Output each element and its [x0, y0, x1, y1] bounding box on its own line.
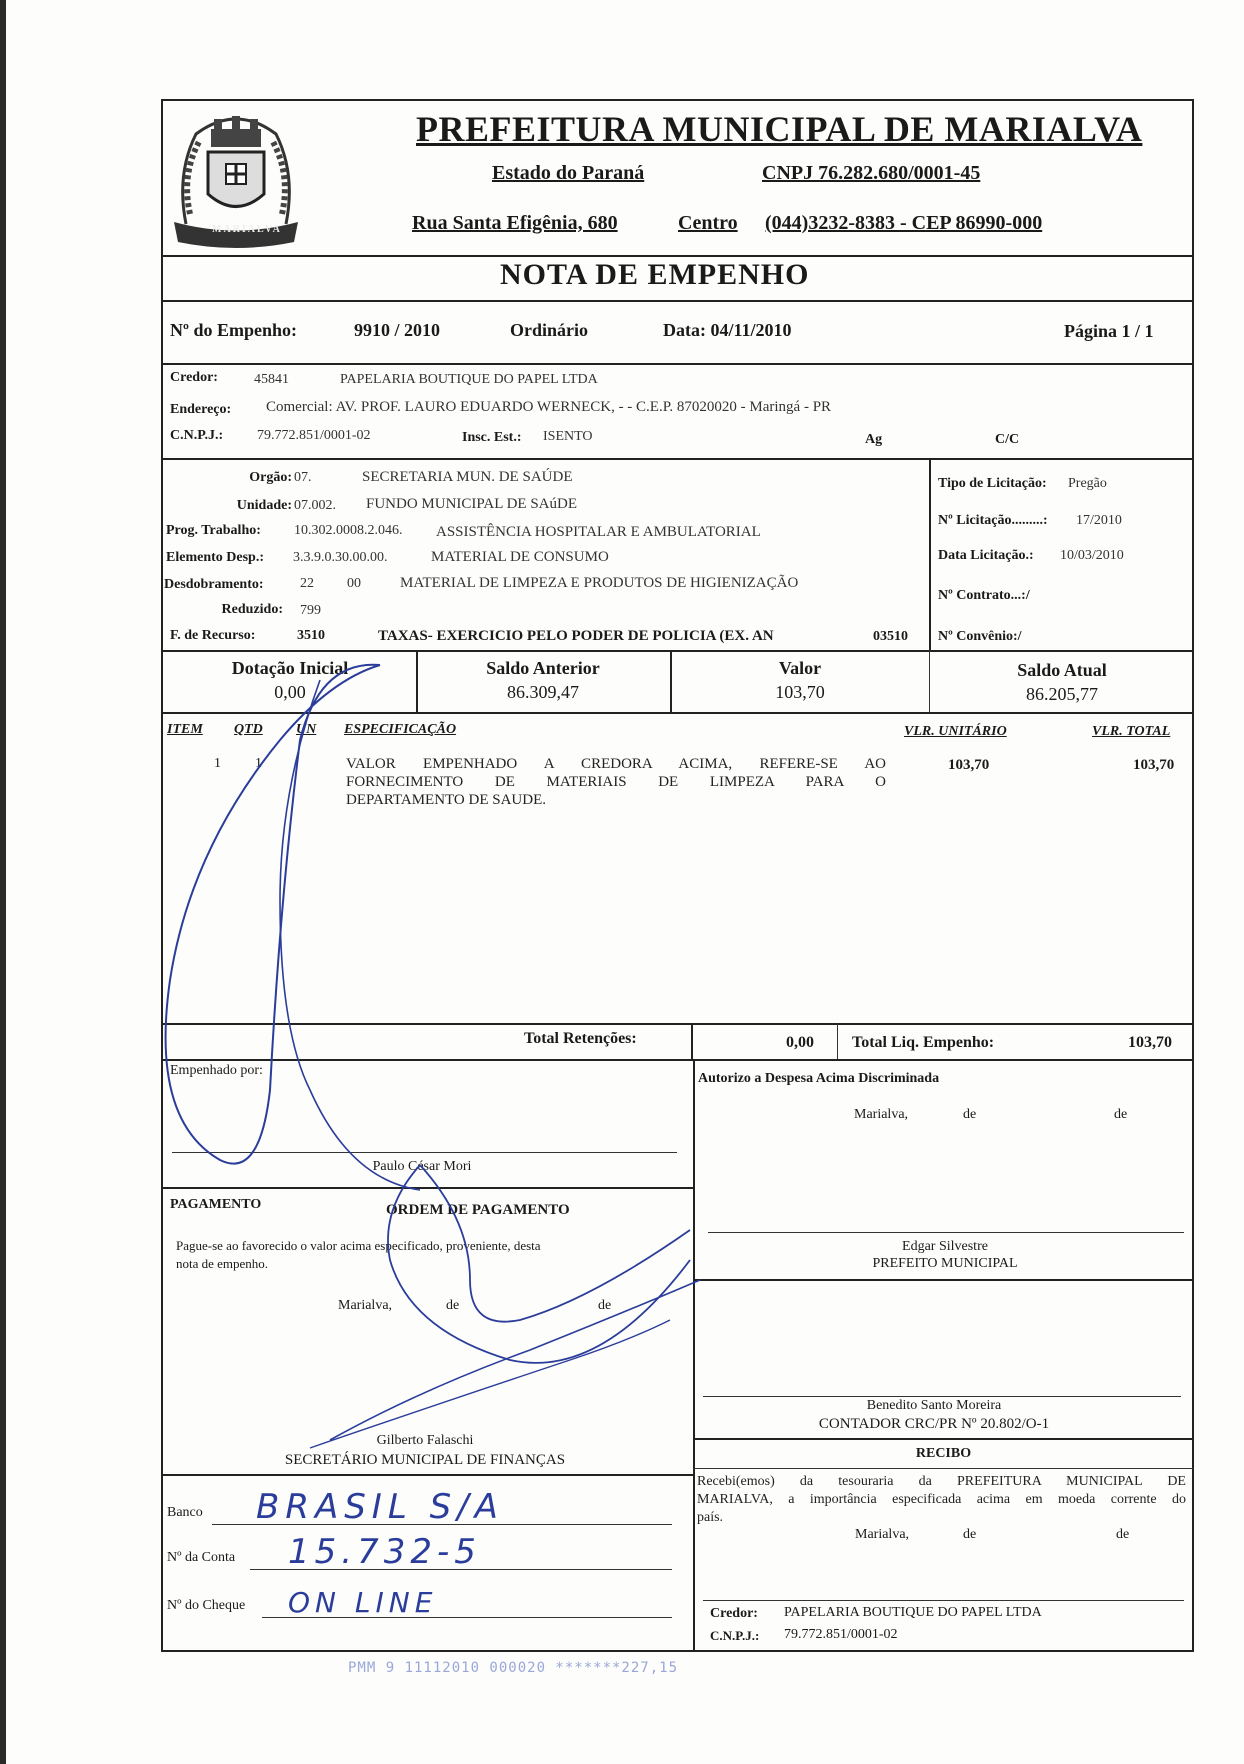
header-street: Rua Santa Efigênia, 680 — [412, 212, 618, 234]
cheque-label: Nº do Cheque — [167, 1598, 246, 1613]
signature-line — [172, 1152, 677, 1153]
divider — [693, 1059, 695, 1652]
divider — [693, 1279, 1194, 1281]
elemento-label: Elemento Desp.: — [166, 550, 264, 565]
liquido-value: 103,70 — [1128, 1034, 1172, 1051]
empenhado-signer: Paulo César Mori — [372, 1159, 472, 1174]
prog-code: 10.302.0008.2.046. — [294, 523, 403, 538]
saldo-atual-value: 86.205,77 — [1026, 684, 1098, 704]
empenho-type: Ordinário — [510, 320, 589, 340]
tipo-licitacao-value: Pregão — [1068, 476, 1107, 491]
divider — [691, 1023, 693, 1059]
item-unit-value: 103,70 — [948, 757, 990, 773]
cheque-handwritten: ON LINE — [288, 1586, 438, 1619]
saldo-anterior-value: 86.309,47 — [507, 682, 579, 702]
banco-handwritten: BRASIL S/A — [256, 1487, 504, 1527]
valor-value: 103,70 — [775, 682, 825, 702]
unidade-value: FUNDO MUNICIPAL DE SAúDE — [366, 496, 577, 512]
secretario-name: Gilberto Falaschi — [376, 1433, 474, 1448]
pagamento-label: PAGAMENTO — [170, 1197, 262, 1212]
elemento-code: 3.3.9.0.30.00.00. — [293, 550, 388, 565]
header-district: Centro — [678, 212, 738, 234]
recibo-cnpj-label: C.N.P.J.: — [710, 1628, 760, 1643]
orgao-value: SECRETARIA MUN. DE SAÚDE — [362, 469, 573, 485]
divider — [161, 458, 1194, 460]
licitacao-date-value: 10/03/2010 — [1060, 548, 1124, 563]
empenhado-label: Empenhado por: — [170, 1063, 263, 1078]
cnpj-label: C.N.P.J.: — [170, 428, 224, 443]
reduzido-value: 799 — [300, 603, 321, 618]
conta-label: Nº da Conta — [167, 1550, 236, 1565]
pagamento-de1: de — [446, 1298, 460, 1313]
liquido-label: Total Liq. Empenho: — [852, 1034, 995, 1051]
recibo-credor-value: PAPELARIA BOUTIQUE DO PAPEL LTDA — [784, 1605, 1042, 1620]
header-cnpj: CNPJ 76.282.680/0001-45 — [762, 162, 981, 184]
divider — [161, 1059, 1194, 1061]
autorizo-label: Autorizo a Despesa Acima Discriminada — [698, 1071, 940, 1086]
insc-value: ISENTO — [543, 429, 593, 444]
convenio-label: Nº Convênio:/ — [938, 629, 1022, 644]
pagamento-de2: de — [598, 1298, 612, 1313]
orgao-label: Orgão: — [249, 470, 292, 485]
recibo-label: RECIBO — [915, 1446, 972, 1461]
col-header-item: ITEM — [167, 722, 203, 737]
cc-label: C/C — [995, 432, 1020, 447]
prefeito-role: PREFEITO MUNICIPAL — [872, 1256, 1018, 1271]
retencoes-value: 0,00 — [786, 1034, 814, 1051]
divider — [161, 255, 1194, 257]
col-header-total-value: VLR. TOTAL — [1092, 724, 1171, 739]
recurso-value: TAXAS- EXERCICIO PELO PODER DE POLICIA (EX. AN — [378, 628, 774, 644]
page-edge — [0, 0, 6, 1764]
dotacao-label: Dotação Inicial — [231, 658, 349, 678]
signature-line — [708, 1232, 1184, 1233]
divider — [161, 650, 1194, 652]
insc-label: Insc. Est.: — [462, 430, 522, 445]
cnpj-value: 79.772.851/0001-02 — [257, 428, 371, 443]
prog-label: Prog. Trabalho: — [166, 523, 261, 538]
recibo-city: Marialva, — [855, 1527, 910, 1542]
recurso-code2: 03510 — [873, 629, 908, 644]
reduzido-label: Reduzido: — [221, 602, 283, 617]
saldo-atual-label: Saldo Atual — [1017, 660, 1107, 680]
recibo-text-line: MARIALVA, a importância especificada acima em moeda corrente do — [697, 1492, 1186, 1507]
empenho-date: Data: 04/11/2010 — [663, 320, 792, 340]
divider — [161, 1023, 1194, 1025]
prefeito-name: Edgar Silvestre — [902, 1239, 988, 1254]
signature-line — [703, 1600, 1184, 1601]
divider — [693, 1438, 1194, 1440]
divider — [929, 650, 930, 712]
contador-name: Benedito Santo Moreira — [866, 1398, 1002, 1413]
header-state: Estado do Paraná — [492, 162, 645, 184]
elemento-value: MATERIAL DE CONSUMO — [431, 549, 609, 565]
page-title: PREFEITURA MUNICIPAL DE MARIALVA — [416, 109, 1143, 149]
endereco-label: Endereço: — [170, 402, 232, 417]
desdobramento-value: MATERIAL DE LIMPEZA E PRODUTOS DE HIGIENIZAÇÃO — [400, 575, 799, 591]
pagamento-text-line2: nota de empenho. — [176, 1256, 269, 1271]
contrato-label: Nº Contrato...:/ — [938, 588, 1030, 603]
credor-name: PAPELARIA BOUTIQUE DO PAPEL LTDA — [340, 372, 598, 387]
empenho-label: Nº do Empenho: — [170, 320, 297, 340]
licitacao-date-label: Data Licitação.: — [938, 548, 1034, 563]
seal-ribbon-text: MARIALVA — [212, 224, 282, 235]
licitacao-number-value: 17/2010 — [1076, 513, 1122, 528]
orgao-code: 07. — [294, 470, 312, 485]
endereco-value: Comercial: AV. PROF. LAURO EDUARDO WERNECK, - - C.E.P. 87020020 - Maringá - PR — [266, 399, 832, 415]
item-number: 1 — [214, 756, 221, 771]
divider — [693, 1468, 1194, 1469]
desdobramento-code2: 00 — [347, 576, 361, 591]
divider — [161, 1474, 693, 1476]
contador-role: CONTADOR CRC/PR Nº 20.802/O-1 — [818, 1416, 1050, 1432]
unidade-code: 07.002. — [294, 498, 336, 513]
desdobramento-label: Desdobramento: — [164, 577, 264, 592]
autorizo-de1: de — [963, 1107, 977, 1122]
pagamento-city: Marialva, — [338, 1298, 393, 1313]
divider — [161, 712, 1194, 714]
item-description — [346, 755, 886, 809]
item-qty: 1 — [255, 756, 262, 771]
credor-label: Credor: — [170, 370, 218, 385]
divider — [929, 458, 931, 650]
autorizo-de2: de — [1114, 1107, 1128, 1122]
doc-title: NOTA DE EMPENHO — [500, 258, 810, 291]
secretario-role: SECRETÁRIO MUNICIPAL DE FINANÇAS — [284, 1452, 566, 1468]
prog-value: ASSISTÊNCIA HOSPITALAR E AMBULATORIAL — [436, 524, 761, 540]
header-phone-cep: (044)3232-8383 - CEP 86990-000 — [765, 212, 1043, 234]
divider — [161, 363, 1194, 365]
retencoes-label: Total Retenções: — [524, 1030, 637, 1047]
licitacao-number-label: Nº Licitação.........: — [938, 513, 1048, 528]
item-total-value: 103,70 — [1133, 757, 1175, 773]
ordem-pagamento-label: ORDEM DE PAGAMENTO — [386, 1202, 570, 1218]
recurso-label: F. de Recurso: — [170, 628, 256, 643]
empenho-number: 9910 / 2010 — [354, 320, 441, 340]
col-header-unit-value: VLR. UNITÁRIO — [904, 724, 1007, 739]
col-header-un: UN — [296, 722, 317, 737]
divider — [161, 1187, 693, 1189]
valor-label: Valor — [778, 658, 822, 678]
item-description-line: DEPARTAMENTO DE SAUDE. — [346, 792, 546, 808]
recibo-text-line: país. — [697, 1510, 724, 1525]
conta-handwritten: 15.732-5 — [288, 1532, 481, 1572]
banco-label: Banco — [167, 1505, 203, 1520]
unidade-label: Unidade: — [236, 498, 292, 513]
recibo-de2: de — [1116, 1527, 1130, 1542]
col-header-qtd: QTD — [234, 722, 263, 737]
recibo-text-line: Recebi(emos) da tesouraria da PREFEITURA MUNICIPAL DE — [697, 1474, 1186, 1489]
recurso-code: 3510 — [297, 628, 325, 643]
signature-line — [703, 1396, 1181, 1397]
divider — [837, 1023, 838, 1059]
tipo-licitacao-label: Tipo de Licitação: — [938, 476, 1047, 491]
page-number: Página 1 / 1 — [1064, 321, 1154, 341]
item-description-line: VALOR EMPENHADO A CREDORA ACIMA, REFERE-SE AO — [346, 756, 886, 772]
item-description-line: FORNECIMENTO DE MATERIAIS DE LIMPEZA PARA O — [346, 774, 886, 790]
saldo-anterior-label: Saldo Anterior — [486, 658, 600, 678]
col-header-especificacao: ESPECIFICAÇÃO — [344, 722, 457, 737]
recibo-de1: de — [963, 1527, 977, 1542]
divider — [161, 300, 1194, 302]
autorizo-city: Marialva, — [854, 1107, 909, 1122]
pagamento-text-line1: Pague-se ao favorecido o valor acima especificado, proveniente, desta — [176, 1238, 541, 1253]
credor-code: 45841 — [254, 372, 289, 387]
recibo-cnpj-value: 79.772.851/0001-02 — [784, 1627, 898, 1642]
desdobramento-code1: 22 — [300, 576, 314, 591]
bank-authentication-stamp: PMM 9 11112010 000020 *******227,15 — [348, 1660, 679, 1676]
recibo-text — [697, 1473, 1186, 1527]
ag-label: Ag — [865, 432, 883, 447]
dotacao-value: 0,00 — [274, 682, 306, 702]
recibo-credor-label: Credor: — [710, 1606, 758, 1621]
